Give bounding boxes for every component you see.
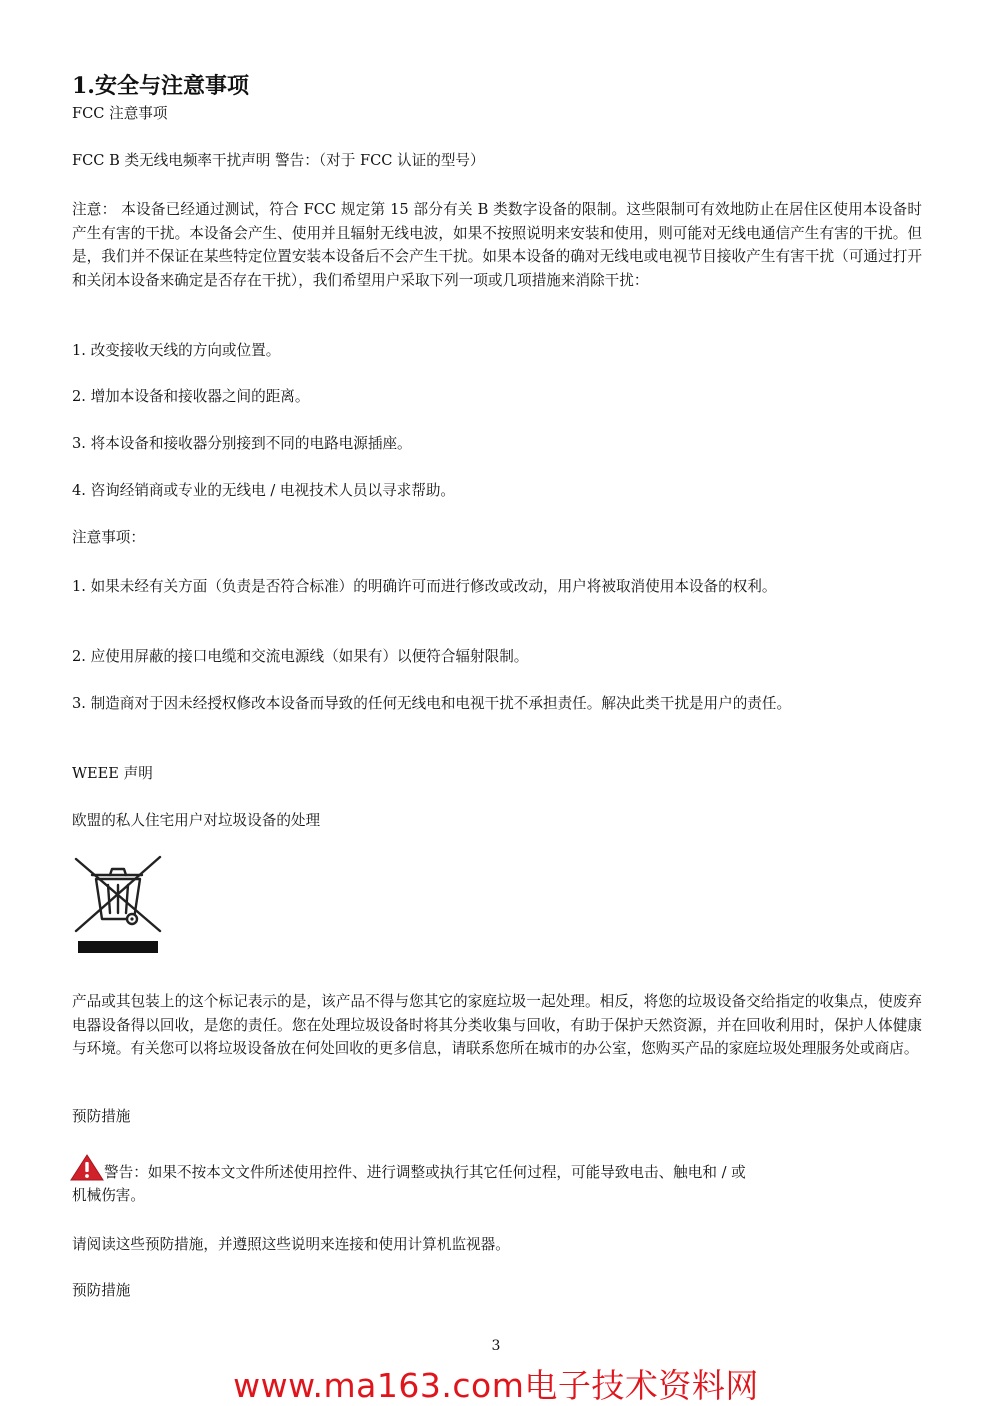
measure-item: 3. 将本设备和接收器分别接到不同的电路电源插座。 <box>72 435 412 452</box>
measure-item: 2. 增加本设备和接收器之间的距离。 <box>72 388 310 405</box>
site-watermark: www.ma163.com电子技术资料网 <box>233 1366 759 1405</box>
warning-text-continued: 机械伤害。 <box>72 1187 145 1204</box>
caution-item: 2. 应使用屏蔽的接口电缆和交流电源线（如果有）以便符合辐射限制。 <box>72 648 529 665</box>
weee-subtitle: 欧盟的私人住宅用户对垃圾设备的处理 <box>72 812 321 829</box>
page-number: 3 <box>491 1338 501 1354</box>
section-heading: 1.安全与注意事项 <box>72 73 249 99</box>
caution-item: 1. 如果未经有关方面（负责是否符合标准）的明确许可而进行修改或改动，用户将被取消使用本设备的权利。 <box>72 578 777 595</box>
precautions-title: 预防措施 <box>72 1108 131 1125</box>
read-instructions: 请阅读这些预防措施，并遵照这些说明来连接和使用计算机监视器。 <box>72 1236 510 1253</box>
measure-item: 1. 改变接收天线的方向或位置。 <box>72 342 281 359</box>
caution-item: 3. 制造商对于因未经授权修改本设备而导致的任何无线电和电视干扰不承担责任。解决此类干扰是用户的责任。 <box>72 695 792 712</box>
warning-text: 警告：如果不按本文文件所述使用控件、进行调整或执行其它任何过程，可能导致电击、触电和 / 或 <box>104 1164 746 1181</box>
weee-title: WEEE 声明 <box>72 765 153 782</box>
notice-paragraph: 注意： 本设备已经通过测试，符合 FCC 规定第 15 部分有关 B 类数字设备的限制。这些限制可有效地防止在居住区使用本设备时产生有害的干扰。本设备会产生、使用并且辐射无线电波，如果不按照说明来安装和使用，则可能对无线电通信产生有害的干扰。但是，我们并不保证在某些特定位置安装本设备后不会产生干扰。如果本设备的确对无线电或电视节目接收产生有害干扰（可通过打开和关闭本设备来确定是否存在干扰），我们希望用户采取下列一项或几项措施来消除干扰： <box>72 201 922 289</box>
measure-item: 4. 咨询经销商或专业的无线电 / 电视技术人员以寻求帮助。 <box>72 482 456 499</box>
fcc-class-b-statement: FCC B 类无线电频率干扰声明 警告：（对于 FCC 认证的型号） <box>72 152 485 169</box>
weee-paragraph: 产品或其包装上的这个标记表示的是，该产品不得与您其它的家庭垃圾一起处理。相反，将您的垃圾设备交给指定的收集点，使废弃电器设备得以回收，是您的责任。您在处理垃圾设备时将其分类收集与回收，有助于保护天然资源，并在回收利用时，保护人体健康与环境。有关您可以将垃圾设备放在何处回收的更多信息，请联系您所在城市的办公室，您购买产品的家庭垃圾处理服务处或商店。 <box>72 993 922 1057</box>
precautions-title-2: 预防措施 <box>72 1282 131 1299</box>
crossed-out-wheelie-bin-icon <box>70 853 166 961</box>
cautions-title: 注意事项： <box>72 529 145 546</box>
warning-triangle-icon <box>70 1154 104 1181</box>
fcc-notice-title: FCC 注意事项 <box>72 105 168 122</box>
